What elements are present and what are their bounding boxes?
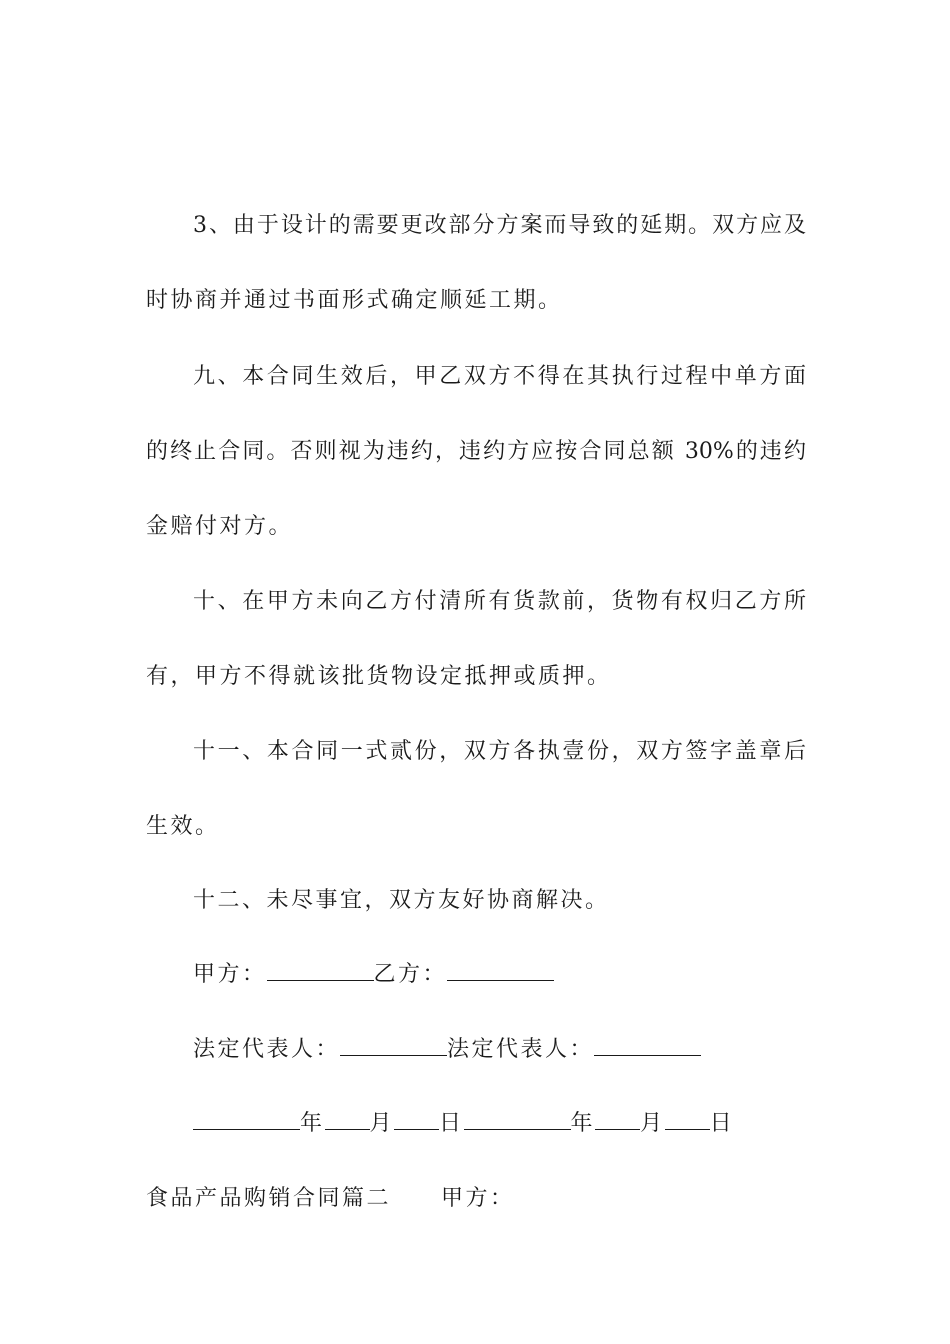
next-section-title: 食品产品购销合同篇二 [146,1186,392,1211]
date-a-day-blank[interactable] [394,1109,439,1130]
clause-10-line-1: 十、在甲方未向乙方付清所有货款前，货物有权归乙方所 [193,589,806,614]
party-a-blank[interactable] [267,960,374,981]
date-b-month-blank[interactable] [595,1109,640,1130]
clause-10-line-2: 有，甲方不得就该批货物设定抵押或质押。 [146,664,612,689]
day-label-a: 日 [439,1111,464,1136]
rep-a-blank[interactable] [340,1035,447,1056]
date-a-year-blank[interactable] [193,1109,300,1130]
paragraph-3-line-1: 3、由于设计的需要更改部分方案而导致的延期。双方应及 [193,213,806,238]
month-label-a: 月 [369,1111,395,1136]
clause-9-line-1: 九、本合同生效后，甲乙双方不得在其执行过程中单方面 [193,364,806,389]
clause-12: 十二、未尽事宜，双方友好协商解决。 [193,888,610,913]
date-b-year-blank[interactable] [464,1109,571,1130]
month-label-b: 月 [640,1111,665,1136]
rep-b-label: 法定代表人： [447,1037,595,1062]
date-b-day-blank[interactable] [665,1109,710,1130]
signature-representatives-row [193,1035,853,1065]
paragraph-3-line-2: 时协商并通过书面形式确定顺延工期。 [146,288,563,313]
day-label-b: 日 [709,1111,735,1136]
clause-9-line-2: 的终止合同。否则视为违约，违约方应按合同总额 30%的违约 [146,439,806,464]
next-section-heading-row [146,1184,806,1214]
party-a-label: 甲方： [193,962,267,987]
signature-date-row [193,1109,853,1139]
year-label-b: 年 [570,1111,596,1136]
clause-11-line-2: 生效。 [146,814,220,839]
year-label-a: 年 [300,1111,325,1136]
rep-a-label: 法定代表人： [193,1037,341,1062]
clause-9-line-3: 金赔付对方。 [146,514,294,539]
party-b-blank[interactable] [447,960,554,981]
next-section-party: 甲方： [441,1186,515,1211]
date-a-month-blank[interactable] [325,1109,370,1130]
signature-parties-row [193,960,853,990]
party-b-label: 乙方： [373,962,448,987]
rep-b-blank[interactable] [594,1035,701,1056]
clause-11-line-1: 十一、本合同一式贰份，双方各执壹份，双方签字盖章后 [193,739,806,764]
